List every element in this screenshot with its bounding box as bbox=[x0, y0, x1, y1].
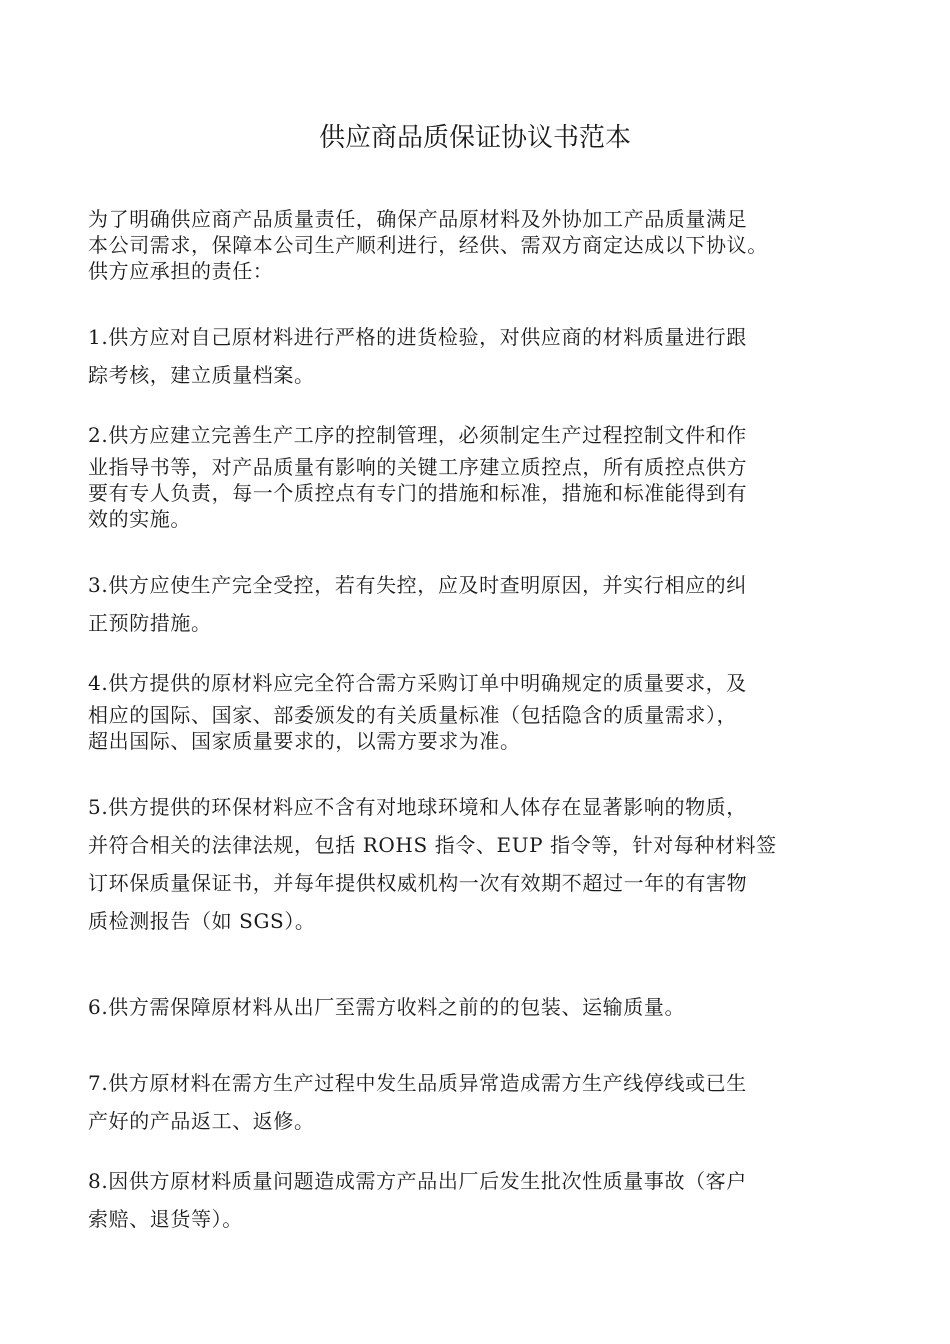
clause-8-line1: 8.因供方原材料质量问题造成需方产品出厂后发生批次性质量事故（客户 bbox=[88, 1169, 747, 1193]
clause-3 bbox=[88, 566, 878, 642]
clause-4-line1: 4.供方提供的原材料应完全符合需方采购订单中明确规定的质量要求，及 bbox=[88, 671, 747, 695]
clause-6-line1: 6.供方需保障原材料从出厂至需方收料之前的的包装、运输质量。 bbox=[88, 995, 686, 1019]
clause-4 bbox=[88, 664, 878, 754]
clause-3-rest: 正预防措施。 bbox=[88, 611, 212, 635]
clause-1-rest: 踪考核，建立质量档案。 bbox=[88, 363, 315, 387]
clause-4-rest: 相应的国际、国家、部委颁发的有关质量标准（包括隐含的质量需求）， 超出国际、国家质量要求的，以需方要求为准。 bbox=[88, 703, 738, 753]
clause-1 bbox=[88, 318, 878, 394]
clause-2 bbox=[88, 416, 878, 532]
clause-5 bbox=[88, 788, 878, 940]
clause-8-rest: 索赔、退货等）。 bbox=[88, 1207, 243, 1231]
clause-7-rest: 产好的产品返工、返修。 bbox=[88, 1109, 315, 1133]
clause-1-line1: 1.供方应对自己原材料进行严格的进货检验，对供应商的材料质量进行跟 bbox=[88, 325, 747, 349]
clause-7 bbox=[88, 1064, 878, 1140]
clause-2-rest: 业指导书等，对产品质量有影响的关键工序建立质控点，所有质控点供方 要有专人负责，每一个质控点有专门的措施和标准，措施和标准能得到有 效的实施。 bbox=[88, 455, 748, 531]
clause-5-line1: 5.供方提供的环保材料应不含有对地球环境和人体存在显著影响的物质， bbox=[88, 795, 747, 819]
clause-7-line1: 7.供方原材料在需方生产过程中发生品质异常造成需方生产线停线或已生 bbox=[88, 1071, 747, 1095]
clause-5-rest: 并符合相关的法律法规，包括 ROHS 指令、EUP 指令等，针对每种材料签 订环保质量保证书，并每年提供权威机构一次有效期不超过一年的有害物 质检测报告（如 SGS）。 bbox=[88, 833, 777, 933]
clause-8 bbox=[88, 1162, 878, 1238]
document-title: 供应商品质保证协议书范本 bbox=[318, 123, 631, 153]
intro-paragraph: 为了明确供应商产品质量责任，确保产品原材料及外协加工产品质量满足 本公司需求，保障本公司生产顺利进行，经供、需双方商定达成以下协议。 供方应承担的责任： bbox=[88, 207, 768, 283]
clause-6 bbox=[88, 988, 878, 1026]
clause-2-line1: 2.供方应建立完善生产工序的控制管理，必须制定生产过程控制文件和作 bbox=[88, 423, 747, 447]
clause-3-line1: 3.供方应使生产完全受控，若有失控，应及时查明原因，并实行相应的纠 bbox=[88, 573, 747, 597]
